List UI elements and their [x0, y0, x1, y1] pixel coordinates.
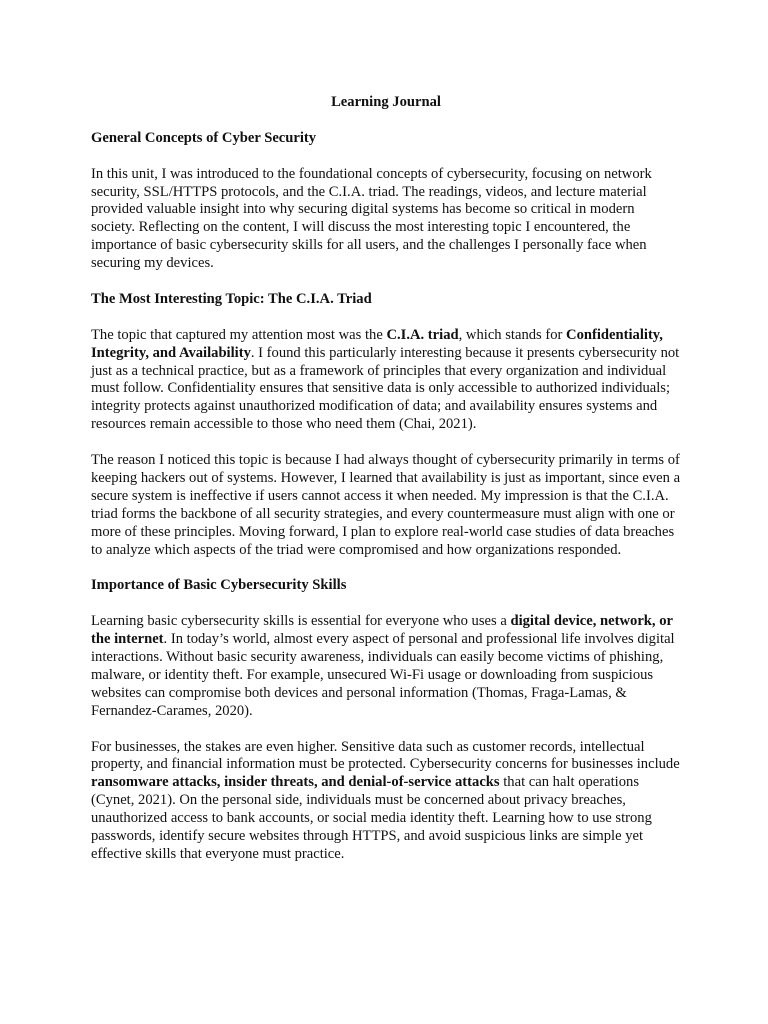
- section-heading: General Concepts of Cyber Security: [91, 129, 317, 146]
- document-title: Learning Journal: [331, 94, 441, 110]
- paragraph-text: The topic that captured my attention most was the: [91, 326, 387, 343]
- document-body: [91, 94, 681, 882]
- section-heading: The Most Interesting Topic: The C.I.A. Triad: [91, 290, 372, 307]
- paragraph: [91, 739, 681, 864]
- paragraph-text: . I found this particularly interesting because it presents cybersecurity not just as a technical practice, but as a framework of principles that every organization and individual must follow. Confidentiality ensures that sensitive data is only accessible to authorized individuals; integrity protects against unauthorized modification of data; and availability ensures systems and resources remain accessible to those who need them (Chai, 2021).: [91, 344, 680, 433]
- bold-term: Confidentiality, Integrity, and Availability: [91, 326, 663, 361]
- paragraph-text: In this unit, I was introduced to the foundational concepts of cybersecurity, focusing on network security, SSL/HTTPS protocols, and the C.I.A. triad. The readings, videos, and lecture material provided valuable insight into why securing digital systems has become so critical in modern society. Reflecting on the content, I will discuss the most interesting topic I encountered, the importance of basic cybersecurity skills for all users, and the challenges I personally face when securing my devices.: [91, 165, 652, 272]
- paragraph-text: . In today’s world, almost every aspect of personal and professional life involves digital interactions. Without basic security awareness, individuals can easily become victims of phishing, malware, or identity theft. For example, unsecured Wi-Fi usage or downloading from suspicious websites can compromise both devices and personal information (Thomas, Fraga-Lamas, & Fernandez-Carames, 2020).: [91, 631, 675, 719]
- bold-term: ransomware attacks, insider threats, and denial-of-service attacks: [91, 774, 500, 791]
- paragraph: [91, 452, 681, 559]
- paragraph: [91, 166, 681, 273]
- bold-term: digital device, network, or the internet: [91, 613, 673, 648]
- paragraph-text: Learning basic cybersecurity skills is essential for everyone who uses a: [91, 613, 511, 630]
- paragraph-text: For businesses, the stakes are even higher. Sensitive data such as customer records, intellectual property, and financial information must be protected. Cybersecurity concerns for businesses include: [91, 738, 680, 773]
- section-heading: Importance of Basic Cybersecurity Skills: [91, 577, 347, 594]
- paragraph-text: that can halt operations (Cynet, 2021). On the personal side, individuals must be concerned about privacy breaches, unauthorized access to bank accounts, or social media identity theft. Learning how to use strong passwords, identify secure websites through HTTPS, and avoid suspicious links are simple yet effective skills that everyone must practice.: [91, 774, 652, 862]
- paragraph: [91, 613, 681, 720]
- paragraph-text: , which stands for: [458, 326, 567, 343]
- paragraph-text: The reason I noticed this topic is because I had always thought of cybersecurity primarily in terms of keeping hackers out of systems. However, I learned that availability is just as important, since even a secure system is ineffective if users cannot access it when needed. My impression is that the C.I.A. triad forms the backbone of all security strategies, and every countermeasure must align with one or more of these principles. Moving forward, I plan to explore real-world case studies of data breaches to analyze which aspects of the triad were compromised and how organizations responded.: [91, 452, 681, 558]
- bold-term: C.I.A. triad: [386, 326, 459, 343]
- paragraph: [91, 327, 681, 434]
